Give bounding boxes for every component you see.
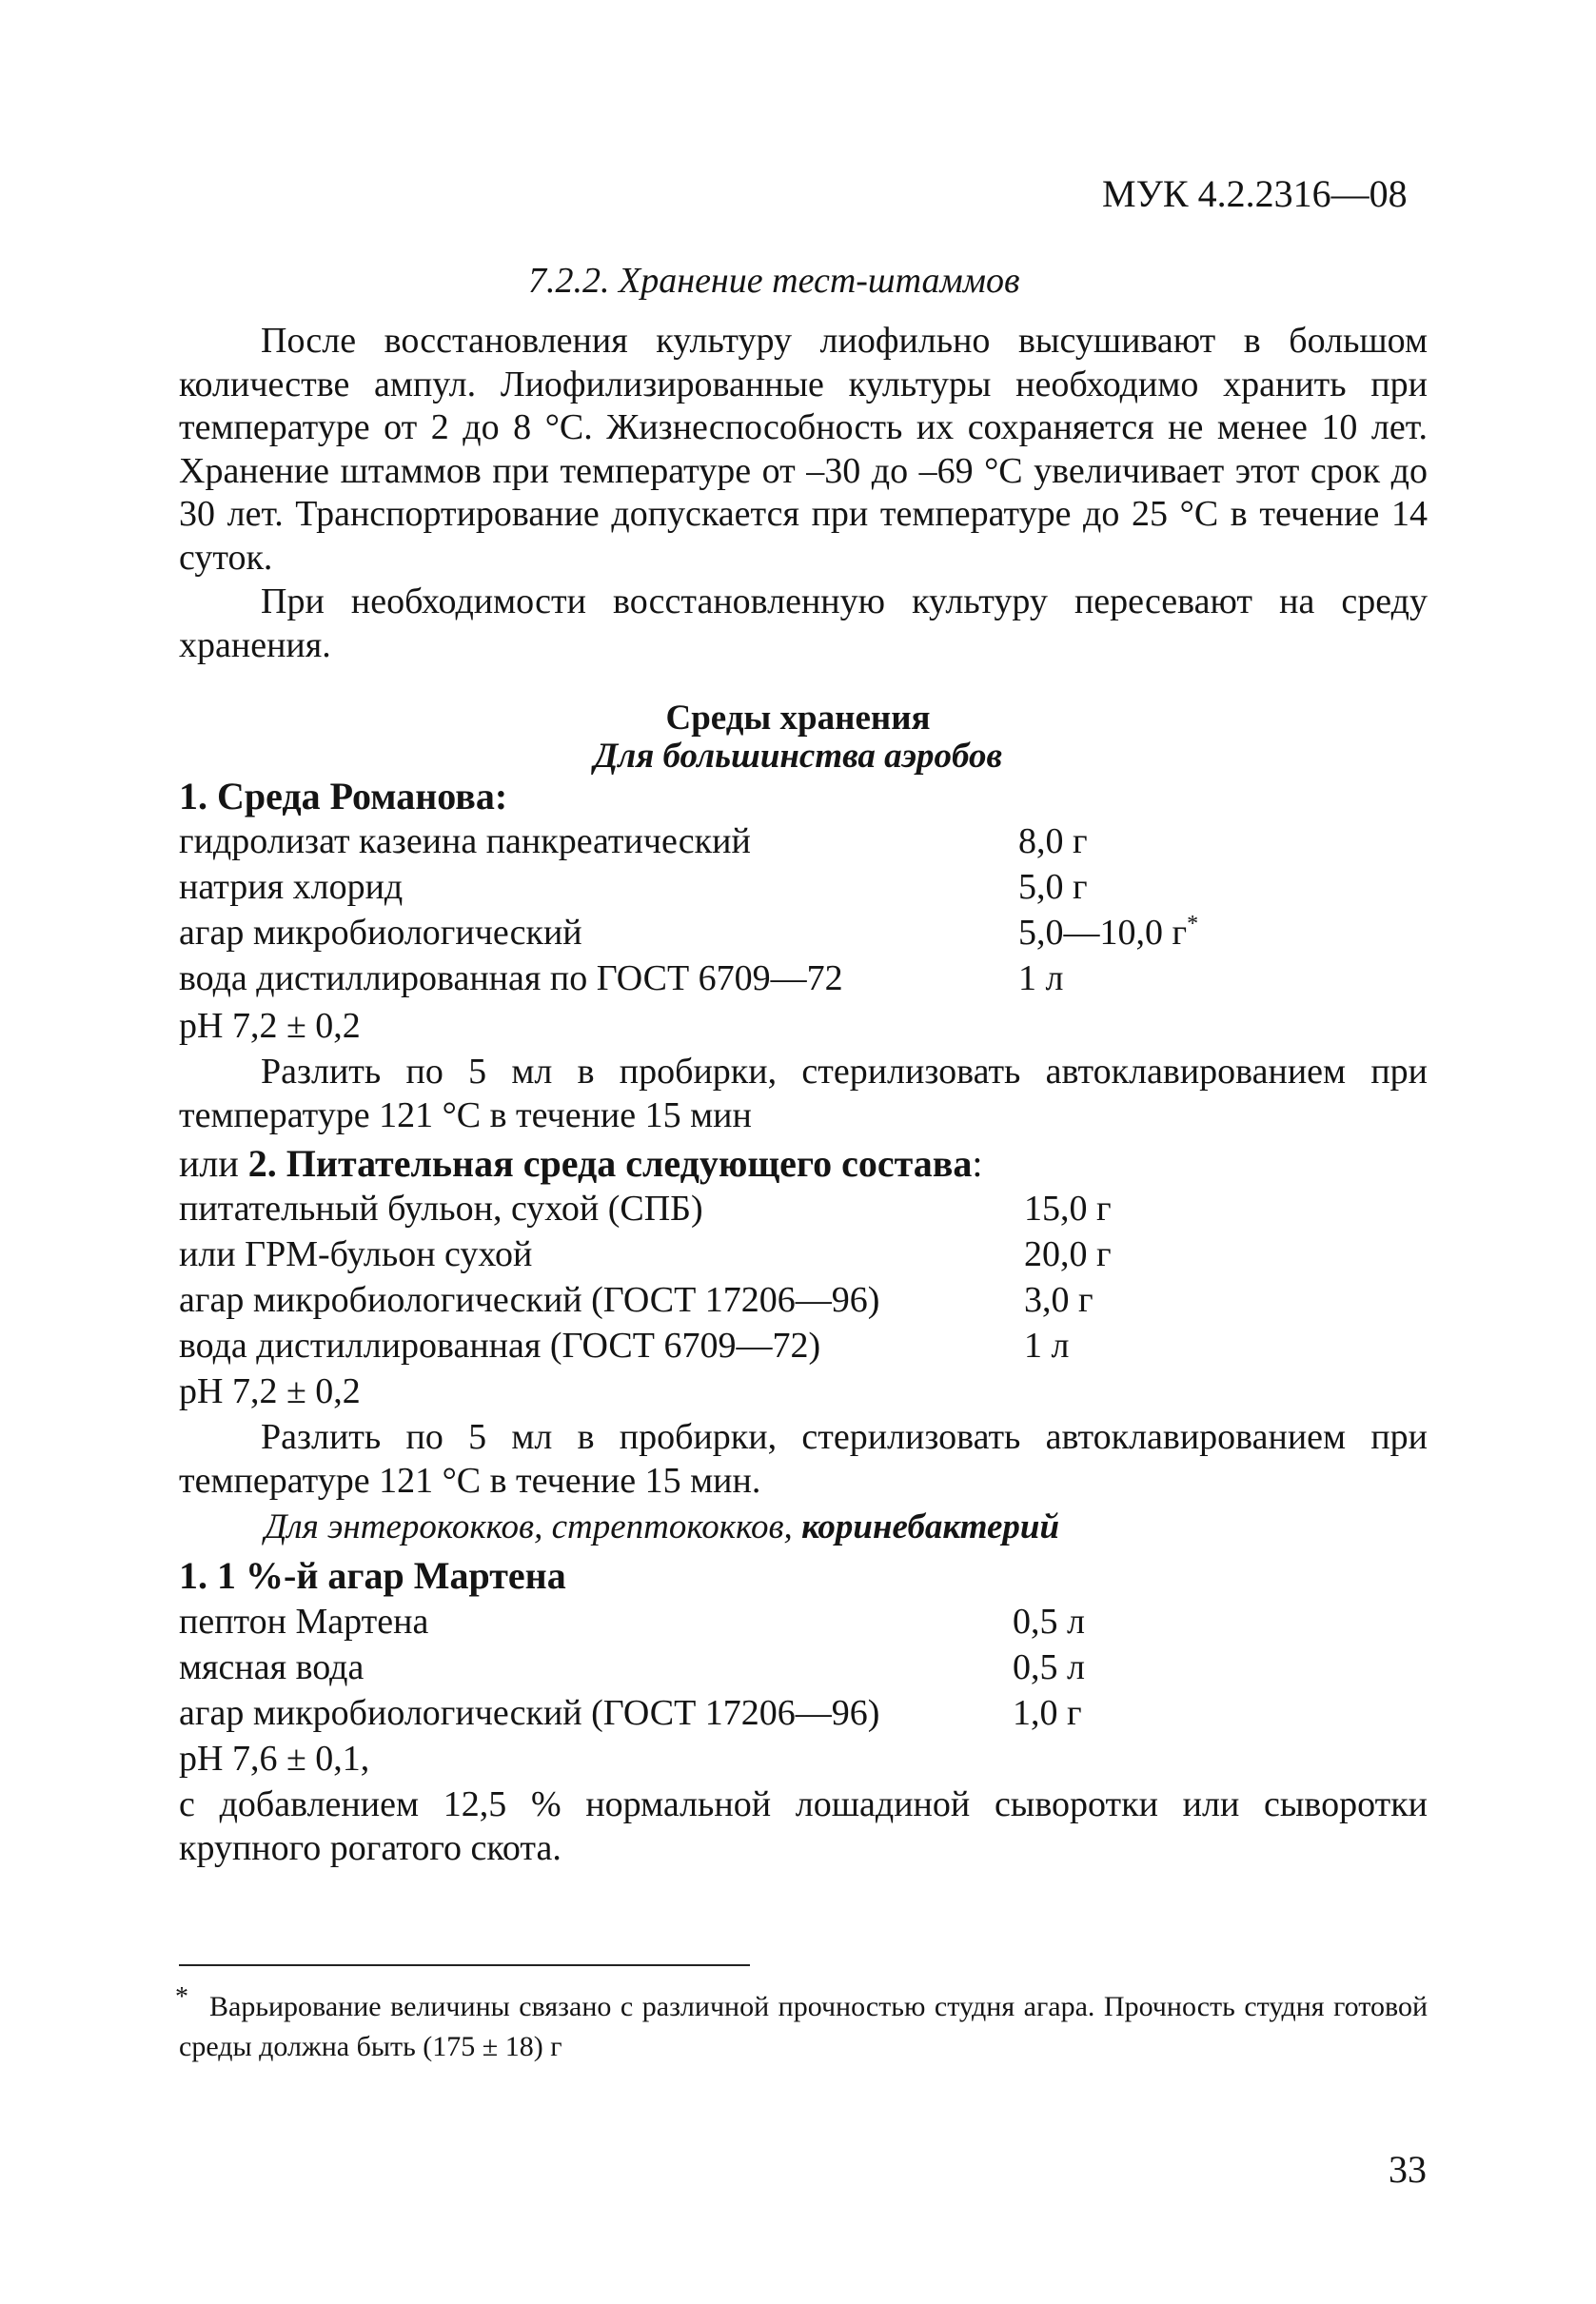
ph-value: рН 7,2 ± 0,2	[179, 1371, 361, 1411]
enterococci-heading	[265, 1506, 1059, 1547]
section-title: 7.2.2. Хранение тест-штаммов	[528, 261, 1020, 301]
ingredient-amount: 0,5 л	[1013, 1602, 1085, 1642]
ingredient-name: агар микробиологический	[179, 913, 582, 953]
recipe-nutrient-title	[179, 1141, 982, 1186]
recipe-nutrient-suffix: :	[972, 1142, 983, 1185]
footnote-star: *	[175, 1982, 188, 2012]
ingredient-amount: 20,0 г	[1024, 1234, 1112, 1274]
page-number: 33	[1389, 2148, 1427, 2191]
recipe-romanov-title: 1. Среда Романова:	[179, 775, 508, 817]
ph-value: рН 7,6 ± 0,1,	[179, 1739, 370, 1779]
ingredient-name: агар микробиологический (ГОСТ 17206—96)	[179, 1693, 880, 1733]
paragraph-storage: После восстановления культуру лиофильно высушивают в большом количестве ампул. Лиофилизированные культуры необходимо хранить при температуре от 2 до 8 °С. Жизнеспособность их сохраняется не менее 10 лет. Хранение штаммов при температуре от –30 до –69 °С увеличивает этот срок до 30 лет. Транспортирование допускается при температуре до 25 °С в течение 14 суток.	[179, 321, 1428, 578]
ingredient-amount-value: 5,0—10,0 г	[1018, 913, 1188, 953]
ingredient-amount: 1,0 г	[1013, 1693, 1082, 1733]
ingredient-name: мясная вода	[179, 1647, 365, 1687]
aerobes-heading: Для большинства аэробов	[593, 737, 1003, 776]
recipe-marten-note: с добавлением 12,5 % нормальной лошадиной сыворотки или сыворотки крупного рогатого скота.	[179, 1784, 1428, 1868]
media-heading: Среды хранения	[665, 699, 931, 738]
ingredient-name: вода дистиллированная (ГОСТ 6709—72)	[179, 1326, 821, 1366]
ingredient-name: агар микробиологический (ГОСТ 17206—96)	[179, 1280, 880, 1320]
ingredient-amount	[1018, 912, 1198, 954]
recipe-nutrient-prefix: или	[179, 1142, 248, 1185]
footnote	[175, 1982, 1428, 2067]
ingredient-name: вода дистиллированная по ГОСТ 6709—72	[179, 958, 843, 998]
paragraph-reseeding: При необходимости восстановленную культуру пересевают на среду хранения.	[179, 581, 1428, 665]
recipe-nutrient-instructions: Разлить по 5 мл в пробирки, стерилизовать автоклавированием при температуре 121 °С в течение 15 мин.	[179, 1417, 1428, 1501]
footnote-divider	[179, 1964, 750, 1966]
ph-value: рН 7,2 ± 0,2	[179, 1006, 361, 1046]
recipe-marten-title: 1. 1 %-й агар Мартена	[179, 1554, 566, 1597]
ingredient-amount: 1 л	[1018, 958, 1064, 998]
ingredient-amount: 0,5 л	[1013, 1647, 1085, 1687]
ingredient-amount: 8,0 г	[1018, 821, 1088, 861]
ingredient-name: или ГРМ-бульон сухой	[179, 1234, 533, 1274]
recipe-nutrient-name: 2. Питательная среда следующего состава	[247, 1142, 973, 1185]
ingredient-amount: 15,0 г	[1024, 1189, 1112, 1229]
ingredient-amount: 1 л	[1024, 1326, 1070, 1366]
ingredient-name: питательный бульон, сухой (СПБ)	[179, 1189, 703, 1229]
ingredient-amount: 5,0 г	[1018, 867, 1088, 907]
enterococci-heading-italic: Для энтерококков, стрептококков,	[265, 1507, 802, 1546]
enterococci-heading-bold: коринебактерий	[801, 1507, 1060, 1546]
ingredient-amount: 3,0 г	[1024, 1280, 1094, 1320]
footnote-text: Варьирование величины связано с различной прочностью студня агара. Прочность студня готовой среды должна быть (175 ± 18) г	[179, 1991, 1428, 2062]
document-code: МУК 4.2.2316—08	[1102, 172, 1408, 215]
ingredient-name: пептон Мартена	[179, 1602, 429, 1642]
footnote-mark: *	[1187, 912, 1199, 936]
ingredient-name: натрия хлорид	[179, 867, 404, 907]
ingredient-name: гидролизат казеина панкреатический	[179, 821, 751, 861]
recipe-romanov-instructions: Разлить по 5 мл в пробирки, стерилизовать автоклавированием при температуре 121 °С в течение 15 мин	[179, 1052, 1428, 1135]
